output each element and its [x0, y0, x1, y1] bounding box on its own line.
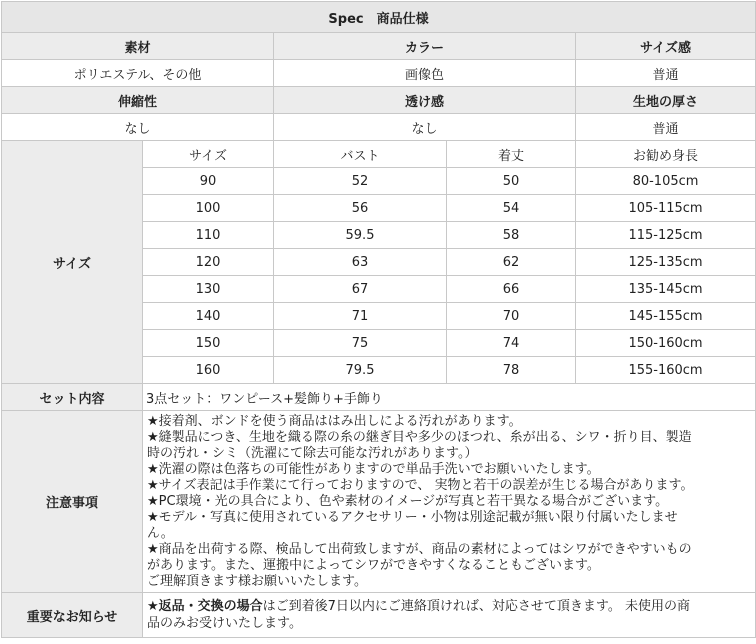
- length-cell: 78: [447, 357, 576, 384]
- value-stretch: なし: [2, 114, 274, 141]
- notice-text: [143, 593, 756, 638]
- height-cell: 80-105cm: [576, 168, 756, 195]
- size-cell: 120: [143, 249, 274, 276]
- value-size-feel: 普通: [576, 60, 756, 87]
- size-cell: 100: [143, 195, 274, 222]
- caution-line: ★接着剤、ボンドを使う商品ははみ出しによる汚れがあります。: [147, 414, 522, 429]
- size-cell: 150: [143, 330, 274, 357]
- caution-line: があります。また、運搬中によってシワができやすくなることもございます。: [147, 558, 600, 573]
- bust-cell: 56: [274, 195, 447, 222]
- header-stretch: 伸縮性: [2, 87, 274, 114]
- height-cell: 155-160cm: [576, 357, 756, 384]
- set-contents-label: セット内容: [2, 384, 143, 411]
- length-cell: 54: [447, 195, 576, 222]
- header-sheerness: 透け感: [274, 87, 576, 114]
- size-cell: 90: [143, 168, 274, 195]
- notice-body: はご到着後7日以内にご連絡頂ければ、対応させて頂きます。 未使用の商: [262, 599, 691, 614]
- length-cell: 58: [447, 222, 576, 249]
- header-thickness: 生地の厚さ: [576, 87, 756, 114]
- caution-line: 時の汚れ・シミ（洗濯にて除去可能な汚れがあります。）: [147, 446, 478, 461]
- size-cell: 140: [143, 303, 274, 330]
- header-material: 素材: [2, 33, 274, 60]
- value-sheerness: なし: [274, 114, 576, 141]
- notice-body-2: 品のみお受けいたします。: [147, 616, 302, 631]
- size-label: サイズ: [2, 141, 143, 384]
- caution-line: ★洗濯の際は色落ちの可能性がありますので単品手洗いでお願いいたします。: [147, 462, 600, 477]
- value-material: ポリエステル、その他: [2, 60, 274, 87]
- spec-title: Spec 商品仕様: [2, 2, 756, 33]
- caution-line: ★モデル・写真に使用されているアクセサリー・小物は別途記載が無い限り付属いたしませ: [147, 510, 678, 525]
- bust-cell: 52: [274, 168, 447, 195]
- caution-line: ん。: [147, 526, 174, 541]
- size-cell: 160: [143, 357, 274, 384]
- size-cell: 110: [143, 222, 274, 249]
- size-col-size: サイズ: [143, 141, 274, 168]
- size-col-length: 着丈: [447, 141, 576, 168]
- length-cell: 74: [447, 330, 576, 357]
- spec-table: [1, 1, 756, 638]
- height-cell: 150-160cm: [576, 330, 756, 357]
- caution-line: ★サイズ表記は手作業にて行っておりますので、 実物と若干の誤差が生じる場合があります。: [147, 478, 694, 493]
- height-cell: 145-155cm: [576, 303, 756, 330]
- caution-line: ★PC環境・光の具合により、色や素材のイメージが写真と若干異なる場合がございます。: [147, 494, 669, 509]
- length-cell: 50: [447, 168, 576, 195]
- cautions-text: [143, 411, 756, 593]
- caution-line: ★商品を出荷する際、検品して出荷致しますが、商品の素材によってはシワができやすいもの: [147, 542, 692, 557]
- bust-cell: 63: [274, 249, 447, 276]
- length-cell: 62: [447, 249, 576, 276]
- bust-cell: 59.5: [274, 222, 447, 249]
- value-color: 画像色: [274, 60, 576, 87]
- bust-cell: 67: [274, 276, 447, 303]
- caution-line: ご理解頂きます様お願いいたします。: [147, 574, 367, 589]
- header-color: カラー: [274, 33, 576, 60]
- caution-line: ★縫製品につき、生地を織る際の糸の継ぎ目や多少のほつれ、糸が出る、シワ・折り目、製造: [147, 430, 692, 445]
- height-cell: 125-135cm: [576, 249, 756, 276]
- size-col-height: お勧め身長: [576, 141, 756, 168]
- header-size-feel: サイズ感: [576, 33, 756, 60]
- bust-cell: 75: [274, 330, 447, 357]
- length-cell: 66: [447, 276, 576, 303]
- notice-bold: ★返品・交換の場合: [147, 599, 263, 614]
- length-cell: 70: [447, 303, 576, 330]
- height-cell: 105-115cm: [576, 195, 756, 222]
- height-cell: 135-145cm: [576, 276, 756, 303]
- cautions-label: 注意事項: [2, 411, 143, 593]
- size-col-bust: バスト: [274, 141, 447, 168]
- bust-cell: 71: [274, 303, 447, 330]
- notice-label: 重要なお知らせ: [2, 593, 143, 638]
- bust-cell: 79.5: [274, 357, 447, 384]
- value-thickness: 普通: [576, 114, 756, 141]
- size-cell: 130: [143, 276, 274, 303]
- set-contents-value: 3点セット：ワンピース+髪飾り+手飾り: [143, 384, 756, 411]
- height-cell: 115-125cm: [576, 222, 756, 249]
